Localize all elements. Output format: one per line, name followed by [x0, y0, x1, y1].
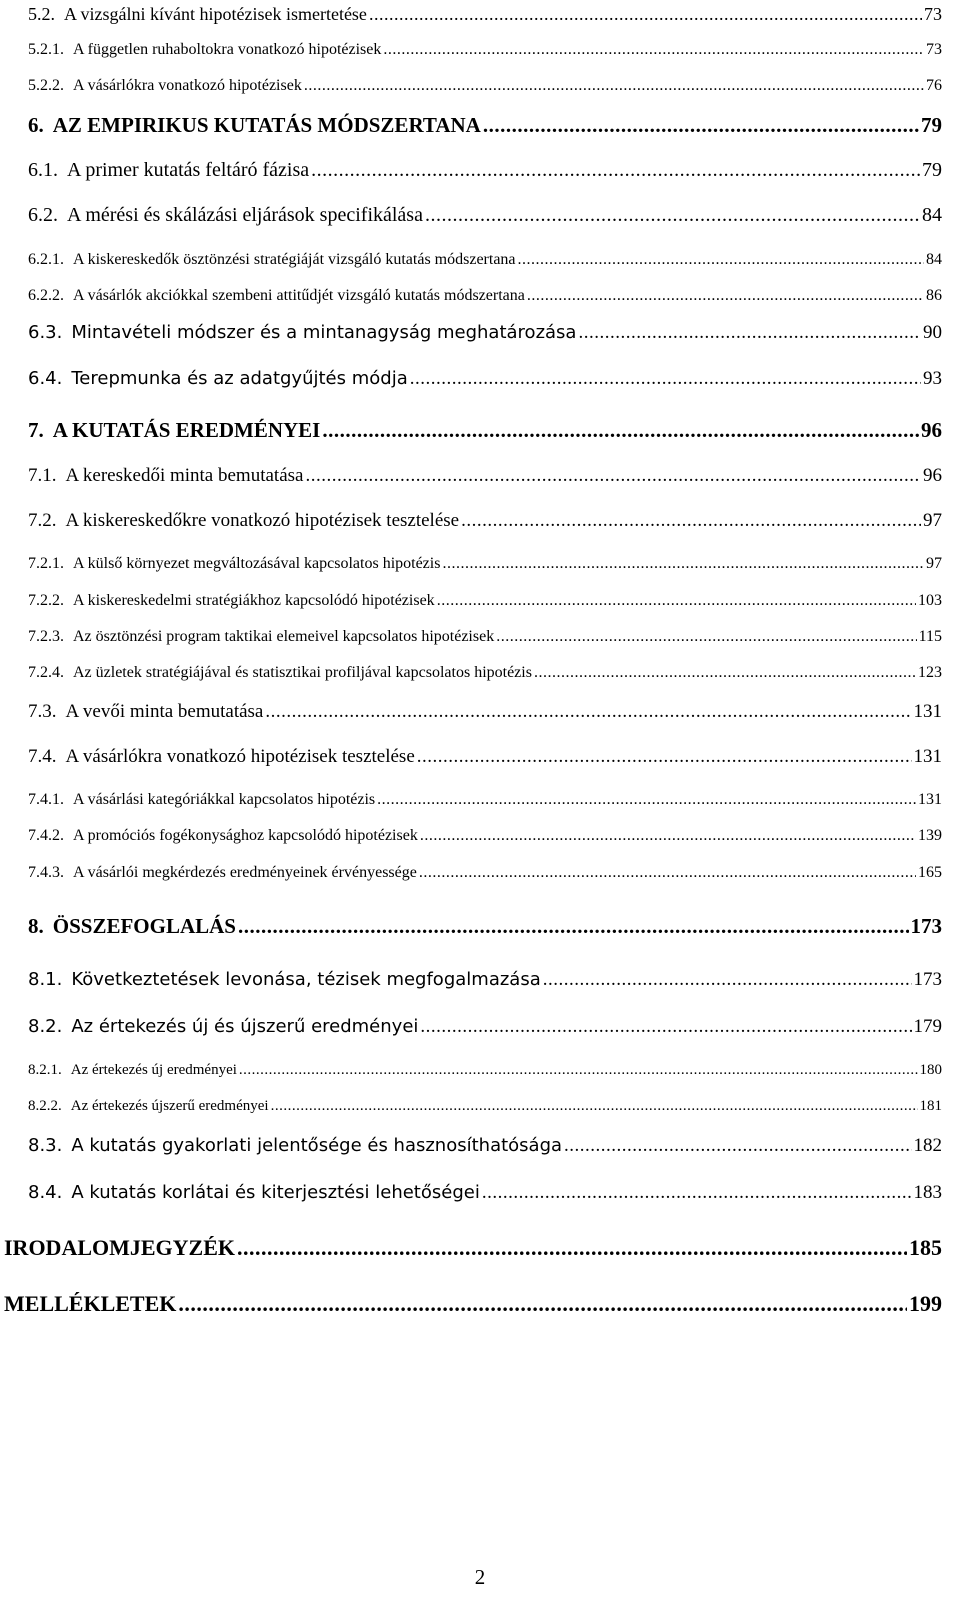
toc-entry[interactable]: [28, 791, 942, 809]
toc-leader: [442, 555, 924, 573]
toc-leader: [377, 791, 916, 809]
toc-title: A kiskereskedelmi stratégiákhoz kapcsolódó hipotézisek: [73, 592, 435, 609]
toc-entry[interactable]: [28, 322, 942, 344]
toc-number: 7.2.: [28, 510, 57, 531]
toc-number: 8.1.: [28, 969, 63, 990]
toc-entry[interactable]: [28, 4, 942, 25]
toc-number: 6.2.2.: [28, 287, 64, 304]
toc-number: 7.2.2.: [28, 592, 64, 609]
toc-leader: [483, 113, 919, 138]
toc-leader: [425, 204, 920, 227]
toc-number: 6.2.1.: [28, 251, 64, 268]
toc-number: 7.: [28, 418, 44, 442]
toc-page: 182: [913, 1135, 942, 1156]
toc-entry[interactable]: [28, 701, 942, 723]
toc-number: 5.2.2.: [28, 77, 64, 94]
toc-number: 6.4.: [28, 368, 63, 389]
toc-title: Következtetések levonása, tézisek megfogalmazása: [71, 969, 541, 990]
toc-title: A vizsgálni kívánt hipotézisek ismertetése: [64, 4, 367, 24]
toc-number: 7.3.: [28, 701, 57, 722]
toc-page: 131: [913, 746, 942, 767]
toc-title: A mérési és skálázási eljárások specifikálása: [67, 204, 423, 226]
toc-page: 97: [926, 555, 942, 572]
toc-leader: [420, 1016, 911, 1038]
toc-leader: [238, 914, 909, 939]
toc-title: A KUTATÁS EREDMÉNYEI: [52, 418, 321, 442]
toc-title: IRODALOMJEGYZÉK: [4, 1235, 236, 1260]
toc-title: A primer kutatás feltáró fázisa: [67, 159, 310, 181]
toc-title: A promóciós fogékonysághoz kapcsolódó hipotézisek: [73, 827, 418, 844]
toc-entry[interactable]: [28, 465, 942, 487]
toc-number: 8.3.: [28, 1135, 63, 1156]
toc-title: A kereskedői minta bemutatása: [65, 465, 304, 486]
toc-entry[interactable]: [28, 969, 942, 991]
toc-entry[interactable]: [28, 1135, 942, 1157]
toc-page: 183: [913, 1182, 942, 1203]
toc-page: 165: [918, 864, 942, 881]
toc-page: 86: [926, 287, 942, 304]
toc-number: 5.2.: [28, 4, 55, 24]
toc-page: 131: [918, 791, 942, 808]
toc-entry[interactable]: [4, 1291, 942, 1317]
toc-number: 6.: [28, 113, 44, 137]
toc-page: 73: [926, 41, 942, 58]
toc-number: 7.2.3.: [28, 628, 64, 645]
toc-title: Mintavételi módszer és a mintanagyság meghatározása: [71, 322, 577, 343]
toc-number: 7.2.4.: [28, 664, 64, 681]
toc-page: 173: [913, 969, 942, 990]
toc-title: A kiskereskedők ösztönzési stratégiáját vizsgáló kutatás módszertana: [73, 251, 516, 268]
toc-number: 6.3.: [28, 322, 63, 343]
toc-title: AZ EMPIRIKUS KUTATÁS MÓDSZERTANA: [52, 113, 481, 137]
toc-leader: [305, 465, 921, 487]
toc-leader: [437, 592, 916, 610]
toc-leader: [383, 41, 924, 59]
toc-page: 84: [922, 204, 942, 226]
toc-entry[interactable]: [4, 1235, 942, 1261]
toc-title: A független ruhaboltokra vonatkozó hipotézisek: [73, 41, 382, 58]
toc-title: Az értekezés új eredményei: [70, 1062, 237, 1078]
toc-number: 7.4.: [28, 746, 57, 767]
toc-entry[interactable]: [28, 159, 942, 182]
toc-page: 90: [923, 322, 942, 343]
toc-number: 7.2.1.: [28, 555, 64, 572]
toc-leader: [518, 251, 924, 269]
toc-entry[interactable]: [28, 1182, 942, 1204]
toc-number: 7.4.2.: [28, 827, 64, 844]
toc-page: 73: [924, 4, 942, 24]
toc-leader: [543, 969, 912, 991]
toc-title: A vásárlókra vonatkozó hipotézisek tesztelése: [65, 746, 415, 767]
toc-page: 97: [923, 510, 942, 531]
toc-number: 8.2.2.: [28, 1098, 62, 1114]
toc-title: Az ösztönzési program taktikai elemeivel kapcsolatos hipotézisek: [73, 628, 495, 645]
toc-title: Az értekezés újszerű eredményei: [70, 1098, 269, 1114]
toc-number: 6.1.: [28, 159, 58, 181]
toc-entry[interactable]: [28, 113, 942, 138]
toc-title: MELLÉKLETEK: [4, 1291, 177, 1316]
toc-entry[interactable]: [28, 1098, 942, 1115]
toc-leader: [239, 1062, 918, 1079]
toc-page: 173: [910, 914, 942, 938]
toc-page: 76: [926, 77, 942, 94]
toc-leader: [482, 1182, 912, 1204]
toc-title: A vásárlókra vonatkozó hipotézisek: [73, 77, 302, 94]
toc-entry[interactable]: [28, 204, 942, 227]
toc-leader: [271, 1098, 918, 1115]
toc-leader: [534, 664, 916, 682]
toc-entry[interactable]: [28, 555, 942, 573]
toc-entry[interactable]: [28, 914, 942, 939]
toc-number: 7.1.: [28, 465, 57, 486]
toc-page: 84: [926, 251, 942, 268]
toc-page: 131: [913, 701, 942, 722]
toc-page: 185: [909, 1235, 942, 1260]
toc-page: 139: [918, 827, 942, 844]
toc-page: 96: [921, 418, 942, 442]
toc-page: 180: [919, 1062, 942, 1078]
toc-entry[interactable]: [28, 746, 942, 768]
toc-page: 199: [909, 1291, 942, 1316]
toc-entry[interactable]: [28, 510, 942, 532]
toc-leader: [419, 864, 916, 882]
toc-leader: [496, 628, 916, 646]
toc-leader: [304, 77, 924, 95]
toc-leader: [322, 418, 919, 443]
toc-leader: [410, 368, 921, 390]
toc-title: A vásárlók akciókkal szembeni attitűdjét vizsgáló kutatás módszertana: [73, 287, 525, 304]
toc-entry[interactable]: [28, 864, 942, 882]
toc-title: Az üzletek stratégiájával és statisztikai profiljával kapcsolatos hipotézis: [73, 664, 532, 681]
toc-title: A vásárlói megkérdezés eredményeinek érvényessége: [73, 864, 417, 881]
toc-entry[interactable]: [28, 418, 942, 443]
toc-entry[interactable]: [28, 77, 942, 95]
toc-number: 6.2.: [28, 204, 58, 226]
toc-entry[interactable]: [28, 1062, 942, 1079]
toc-number: 8.2.1.: [28, 1062, 62, 1078]
toc-page: 179: [913, 1016, 942, 1037]
toc-page: 115: [918, 628, 942, 645]
toc-title: A külső környezet megváltozásával kapcsolatos hipotézis: [73, 555, 441, 572]
toc-number: 5.2.1.: [28, 41, 64, 58]
toc-entry[interactable]: [28, 827, 942, 845]
toc-leader: [578, 322, 921, 344]
toc-page: 181: [919, 1098, 942, 1114]
toc-page: 93: [923, 368, 942, 389]
toc-leader: [369, 4, 922, 25]
toc-number: 8.4.: [28, 1182, 63, 1203]
toc-title: A vásárlási kategóriákkal kapcsolatos hipotézis: [73, 791, 376, 808]
toc-entry[interactable]: [28, 592, 942, 610]
toc-title: A vevői minta bemutatása: [65, 701, 264, 722]
toc-page: 103: [918, 592, 942, 609]
toc-leader: [178, 1291, 907, 1317]
toc-page: 123: [918, 664, 942, 681]
toc-entry[interactable]: [28, 251, 942, 269]
toc-title: A kiskereskedőkre vonatkozó hipotézisek tesztelése: [65, 510, 460, 531]
toc-page: 79: [921, 113, 942, 137]
toc-entry[interactable]: [28, 664, 942, 682]
toc-number: 7.4.3.: [28, 864, 64, 881]
toc-entry[interactable]: [28, 1016, 942, 1038]
toc-page: 79: [922, 159, 942, 181]
toc-leader: [527, 287, 924, 305]
toc-entry[interactable]: [28, 287, 942, 305]
toc-leader: [461, 510, 921, 532]
toc-entry[interactable]: [28, 368, 942, 390]
toc-leader: [564, 1135, 911, 1157]
toc-leader: [265, 701, 911, 723]
toc-number: 8.2.: [28, 1016, 63, 1037]
toc-page: 96: [923, 465, 942, 486]
toc-title: ÖSSZEFOGLALÁS: [52, 914, 236, 938]
toc-title: A kutatás gyakorlati jelentősége és hasznosíthatósága: [71, 1135, 563, 1156]
toc-number: 8.: [28, 914, 44, 938]
toc-entry[interactable]: [28, 41, 942, 59]
page-number: 2: [474, 1565, 486, 1589]
toc-leader: [420, 827, 916, 845]
toc-number: 7.4.1.: [28, 791, 64, 808]
toc-entry[interactable]: [28, 628, 942, 646]
toc-leader: [417, 746, 912, 768]
toc-title: A kutatás korlátai és kiterjesztési lehetőségei: [71, 1182, 480, 1203]
toc-title: Terepmunka és az adatgyűjtés módja: [71, 368, 408, 389]
toc-leader: [237, 1235, 907, 1261]
toc-title: Az értekezés új és újszerű eredményei: [71, 1016, 419, 1037]
toc-leader: [311, 159, 920, 182]
